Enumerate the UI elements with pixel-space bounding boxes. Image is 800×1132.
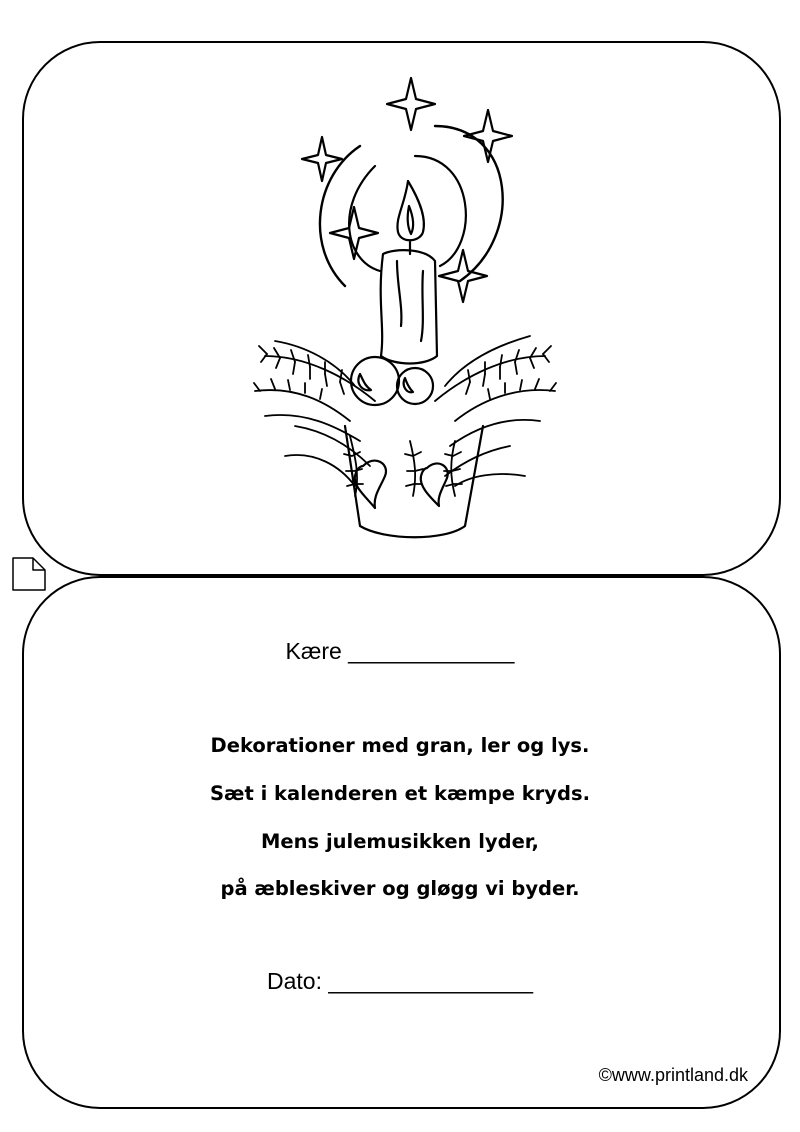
candle-decoration-illustration bbox=[225, 56, 575, 556]
greeting-line: Kære _____________ bbox=[285, 638, 515, 664]
date-line: Dato: ________________ bbox=[266, 968, 534, 994]
verse-line: Dekorationer med gran, ler og lys. bbox=[210, 734, 590, 757]
fir-branch bbox=[254, 336, 556, 496]
outer-halo bbox=[320, 126, 503, 286]
page-icon bbox=[11, 556, 47, 592]
star-icon bbox=[387, 78, 435, 130]
verse-line: Mens julemusikken lyder, bbox=[261, 830, 539, 853]
star-icon bbox=[330, 207, 378, 259]
credit-text: ©www.printland.dk bbox=[598, 1065, 748, 1085]
star-icon bbox=[302, 137, 342, 181]
apple bbox=[397, 368, 433, 404]
verse-line: Sæt i kalenderen et kæmpe kryds. bbox=[210, 782, 590, 805]
star-icon bbox=[439, 250, 487, 302]
candle bbox=[381, 250, 437, 363]
verse-line: på æbleskiver og gløgg vi byder. bbox=[220, 877, 580, 900]
